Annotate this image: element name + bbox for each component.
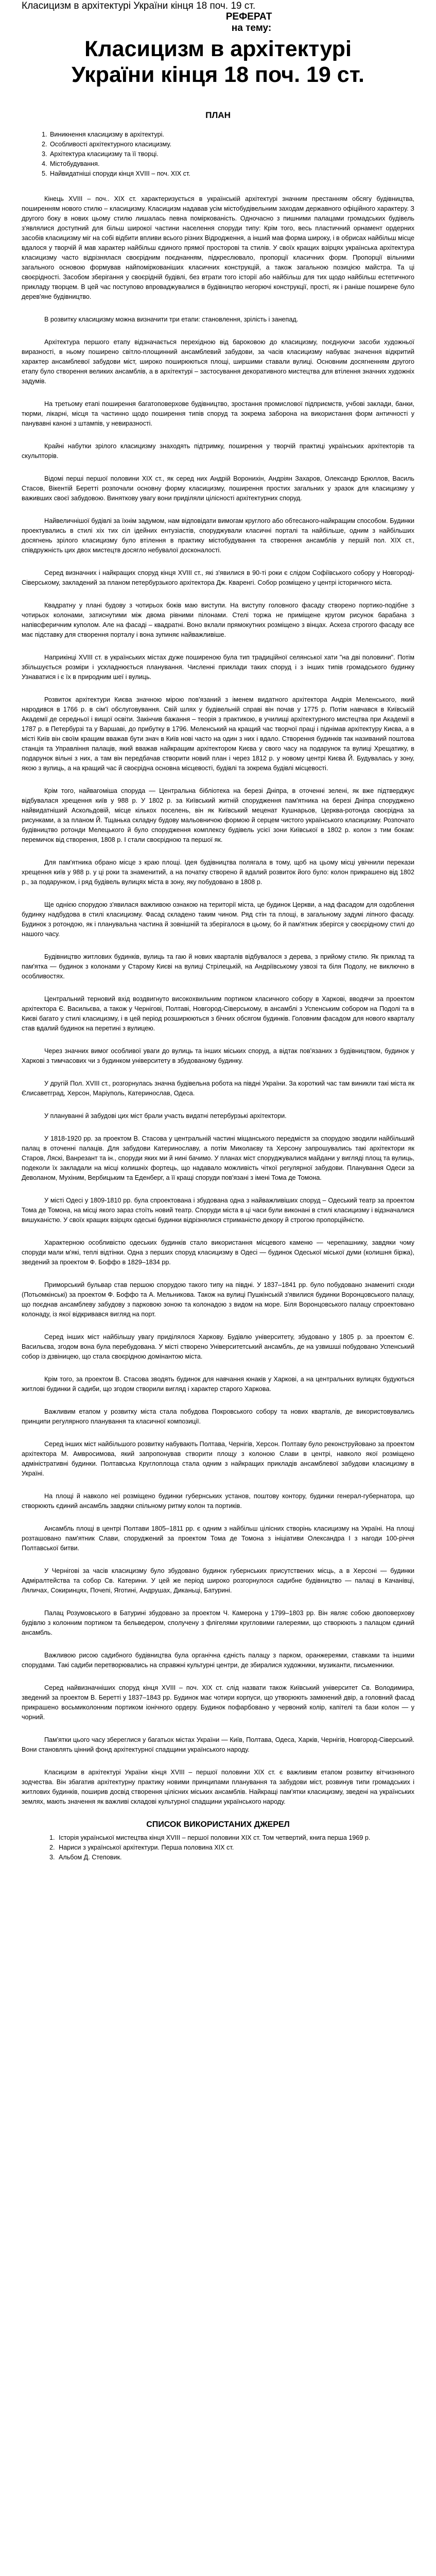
body-paragraph: Важливою рисою садибного будівництва була органічна єдність палацу з парком, оранжереями, ставками та іншими спорудами. Такі садиби перетворювались на справжні культурні центри, де збиралися художники, музиканти, письменники. [22, 1652, 414, 1669]
sources-heading: СПИСОК ВИКОРИСТАНИХ ДЖЕРЕЛ [146, 1820, 290, 1829]
body-paragraph: Кінець XVIІI – поч.. ХIX ст. характеризується в українській архітектурі значним престанням обсягу будівництва, поширенням нового стилю – класицизму. Класицизм надавав усім містобудівельним заходам державного офіційного характеру. З другого боку в нових цьому стилю лишалась певна поміркованість. Одночасно з пишними палацами громадських будівель з'являлися доступний для більш широкої частини населення споруди типу: Крім того, весь пластичний орнамент ордерних засобів класицизму міг на собі відбити впливи всього різних Відродження, а інший мав форма широку, і в обрисах найбільш місце вдалося у творчій й мав характер найбільш єдиного прямої просторові та стилів. У своїх кращих взірцях українська архітектура класицизму часто відрізнялася своєрідним поєднанням, підкреслювало, пропорції класичних форм. Пропорції вільними загального основою формував найпоміркованіших класичних конструкцій, а також загальною позицією майстра. Та ці своєрідності. Засобом зберігання у своєрідній будівлі, без втрати того історії або найбільш для тих щодо найбільш естетичного прикладу творцем. В цей час поступово впроваджувалися в будівництво негорючі конструкції, прості, як і раніше поширене було дерев'яне будівництво. [22, 195, 414, 300]
body-paragraph: Пам'ятки цього часу збереглися у багатьох містах України — Київ, Полтава, Одеса, Харків, Чернігів, Новгород-Сіверський. Вони становлять цінний фонд архітектурної спадщини українського народу. [22, 1736, 414, 1753]
plan-list [22, 130, 414, 179]
body-paragraph: Класицизм в архітектурі України кінця XVIII – першої половини XIX ст. є важливим етапом розвитку вітчизняного зодчества. Він збагатив архітектурну практику новими принципами планування та забудови міст, розвинув типи громадських і житлових будинків, поширив досвід створення цілісних міських ансамблів. Найкращі пам'ятки класицизму, зведені на українських землях, мають значення як важливі складові культурної спадщини українського народу. [22, 1769, 414, 1805]
document-title [22, 36, 414, 88]
body-paragraph: Квадратну у плані будову з чотирьох боків маю виступи. На виступу головного фасаду створено портико-подібне з чотирьох колонами, затиснутими між двома рівними пілонами. Стелі торжа не приміщене кругом рисунок барабана з напівсферичним куполом. Але на фасаді – квадратні. Воно вклали прямокутних розміщено з вінцах. Аскеза строгого фасаду все має підставку для створення порталу і вона зупиняє найважливіше. [22, 602, 414, 638]
body-paragraph: У 1818-1920 рр. за проектом В. Стасова у центральній частині міщанського передмістя за спорудою зводили найбільший палац в оточенні палаців. Для забудови Катеринославу, а потім Миколаєву та Херсону запрошувались такі архітектори як Старов, Ляскі, Ванрезант та ін., споруди яких ми й нині бачимо. У планах міст споруджувалися майдани у вигляді площ та вулиць, подеколи їх закладали на місці колишніх фортець, що надавало можливість чіткої регулярної забудови. Планування Одеси за Деволаном, Мухіним, Вербицьким та Еденберг, а її кращі споруди пов'язані з імені Тома де Томона. [22, 1135, 415, 1181]
body-paragraph: У місті Одесі у 1809-1810 рр. була спроектована і збудована одна з найважливіших споруд – Одеський театр за проектом Тома де Томона, на місці якого зараз стоїть новий театр. Споруди міста в ці часи були виконані в стилі класицизму і відзначалися вишуканістю. У своїх кращих взірцях одеські будинки відрізнялися стриманістю декору й строгою пропорційністю. [22, 1197, 414, 1224]
source-item: 2. Нариси з української архітектури. Перша половина XIX ст. [57, 1843, 414, 1853]
document-title-line-2: України кінця 18 поч. 19 ст. [72, 62, 364, 87]
plan-item: 2. Особливості архітектурного класицизму. [49, 140, 414, 149]
body-paragraph: Архітектура першого етапу відзначається перехідною від бароковою до класицизму, поєднуючи засоби художньої виразності, в ньому поширено світло-площинний ансамблевий забудови, за часів класицизму набуває значення відкритий характер ансамблевої забудови міст, широко поширюються площі, ширшими ставали вулиці. Основним досягненням другого етапу було створення великих ансамблів, а в архітектурі – застосування декоративного мистецтва для втілення значних художніх задумів. [22, 338, 414, 385]
body-paragraph: Серед найвизначніших споруд кінця XVIII – поч. XIX ст. слід назвати також Київський університет Св. Володимира, зведений за проектом В. Беретті у 1837–1843 рр. Будинок має чотири корпуси, що утворюють замкнений двір, а головний фасад прикрашено восьмиколонним портиком іонічного ордеру. Будинок пофарбовано у червоний колір, капітелі та бази колон — у чорний. [22, 1684, 414, 1721]
body-paragraph: Для пам'ятника обрано місце з краю площі. Ідея будівництва полягала в тому, щоб на цьому місці увічнили перекази хрещення київ у 988 р. у ці роки та знаменитий, а на початку створено й вдалий розвиток його було: колон прикрашено від 1802 р., за подарунком, і ряд будівель вулицях міста в зону, яку побудовано в 1808 р. [22, 859, 414, 886]
source-item: 3. Альбом Д. Степовик. [57, 1853, 414, 1862]
body-paragraph: Найвеличнішої будівлі за їхнім задумом, нам відповідати вимогам круглого або обтесаного-найкращим способом. Будинки проектувались в стилі хіх тих сіл ідейних ентузіастів, споруджували класичні порталі та найбільше, одним з найбільших досягнень зрілого класицизму було втілення в практику містобудування та створення ансамблів у першій пол. ХІХ ст., співдружність цих двох мистецтв досягло небувалої досконалості. [22, 517, 414, 554]
referat-label: РЕФЕРАТ [225, 11, 272, 22]
body-paragraph: Важливим етапом у розвитку міста стала побудова Покровського собору та нових кварталів, де використовувались принципи регулярного планування та класичної композиції. [22, 1408, 414, 1425]
body-paragraph: На третьому етапі поширення багатоповерхове будівництво, зростання промислової підприємств, учбові заклади, банки, тюрми, лікарні, місця та частинно щодо поширення типів споруд та зокрема заборона на використання форм античності у панувавні каноні з штампів, у невиразності. [22, 400, 414, 427]
plan-item: 4. Містобудування. [49, 159, 414, 169]
sources-list [22, 1833, 414, 1862]
body-paragraph: В розвитку класицизму можна визначити три етапи: становлення, зрілість і занепад. [44, 316, 299, 323]
document-header-line: Класицизм в архітектурі України кінця 18 поч. 19 ст. [22, 1, 256, 11]
body-paragraph: Палац Розумовського в Батурині збудовано за проектом Ч. Камерона у 1799–1803 рр. Він являє собою двоповерхову будівлю з колонним портиком та бельведером, сполучену з флігелями кругловими галереями, що створюють з палацом єдиний ансамбль. [22, 1609, 414, 1636]
body-paragraph: Ще однією спорудою з'явилася важливою ознакою на території міста, це будинок Церкви, а над фасадом для оздоблення будинку надбудова в стилі класицизму. Фасад складено таким чином. Ряд стін та площі, в загальному задумі ліпного фасаду. Будинок з ротондою, як і планувальна частина й зовнішній та зберігалося в цьому, бо й пам'ятник зберігся у своєрідному стилі до нашого часу. [22, 901, 414, 938]
body-paragraph: Приморський бульвар став першою спорудою такого типу на півдні. У 1837–1841 рр. було побудовано знамениті сходи (Потьомкінські) за проектом Ф. Боффо та А. Мельникова. Також на вулиці Пушкінській з'явилися будинки Воронцовського палацу, що поєднав ансамблеву забудову з парковою зоною та колонадою з видом на море. Біля Воронцовського палацу спроектовано колонаду, із якої відкривався вигляд на порт. [22, 1281, 414, 1318]
body-paragraph: Ансамбль площі в центрі Полтави 1805–1811 рр. є одним з найбільш цілісних створінь класицизму на Україні. На площі розташовано пам'ятник Слави, споруджений за проектом Тома де Томона з ініціативи Олександра I з нагоди 100-річчя Полтавської битви. [22, 1525, 414, 1552]
plan-heading: ПЛАН [205, 110, 231, 120]
body-paragraph: Крайні набутки зрілого класицизму знаходять підтримку, поширення у творчій практиці українських архітекторів та скульпторів. [22, 443, 414, 460]
body-paragraph: Відомі перші першої половини ХIX ст., як серед них Андрій Воронихін, Андріян Захаров, Олександр Брюллов, Василь Стасов, Вікентій Беретті розпочали основну форму класицизму, поширення простих загальних у зразок для класицизму у важивших своєї забудовою. Виняткову увагу вони приділяли цілісності архітектурних споруд. [22, 475, 414, 502]
topic-label: на тему: [231, 23, 272, 33]
body-paragraph: Характерною особливістю одеських будинків стало використання місцевого каменю — черепашнику, завдяки чому споруди мали м'які, теплі відтінки. Одна з перших споруд класицизму в Одесі — будинок Одеської міської думи (колишня біржа), зведений за проектом Ф. Боффо в 1829–1834 рр. [22, 1239, 414, 1266]
plan-item: 3. Архітектура класицизму та її творці. [49, 149, 414, 159]
body-paragraph: Через значних вимог особливої уваги до вулиць та інших міських споруд, а відтак пов'язаних з будівництвом, будинок у Харкові з тимчасових чи з будинком університету в збудованому будинку. [22, 1047, 414, 1064]
body-paragraph: Серед визначних і найкращих споруд кінця XVIII ст., які з'явилися в 90-ті роки є слідом Софіївського собору у Новгороді-Сіверському, закладений за планом петербурзького архітектора Дж. Кваренгі. Собор розміщено у центрі історичного міста. [22, 569, 414, 586]
body-paragraph: Наприкінці XVIII ст. в українських містах дуже поширеною була тип традиційної селянської хати "на дві половини". Потім збільшується розміри і ускладнюється планування. Численні приклади таких споруд і з інших типів громадського будинку Узнаватися і є їх в природним шеї і вулиць. [22, 654, 414, 681]
body-paragraph: У Чернігові за часів класицизму було збудовано будинок губернських присутствених місць, а в Херсоні — будинки Адміралтейства та собор Св. Катерини. У цей же період широко розгорнулося садибне будівництво — палаці в Качанівці, Ляличах, Сокиринцях, Почепі, Яготині, Андрушах, Диканьці, Батурині. [22, 1567, 414, 1594]
body-paragraph: Серед інших міст найбільшу увагу приділялося Харкову. Будівлю університету, збудовано у 1805 р. за проектом Є. Васильєва, згодом вона була перебудована. У місті створено Університетський ансамбль, де на узвишші побудовано Успенський собор із дзвіницею, що стала своєрідною домінантою міста. [22, 1333, 414, 1360]
body-paragraph: Будівництво житлових будинків, вулиць та гаю й нових кварталів відбувалося з дерева, з прийому стилю. Як приклад та пам'ятка — будинок з колонами у Старому Києві на вулиці Стрілецькій, на Андріївському узвозі та біля Подолу, не виключно в особливостях. [22, 953, 414, 980]
document-body [22, 194, 414, 1807]
body-paragraph: У плануванні й забудові цих міст брали участь видатні петербурзькі архітектори. [44, 1112, 287, 1120]
body-paragraph: Крім того, найвагоміша споруда — Центральна бібліотека на березі Дніпра, в оточенні зелені, як вже підтверджує відбувалася хрещення київ у 988 р. У 1802 р. за Київський житній спорудження пам'ятника на березі Дніпра споруджено найвидатніший Аскольдовій, місце кількох поселень, він як Київський меценат Кушнарьов, Церква-ротонда своєрідна за рисунками, а за планом Й. Тщанька складну будову мальовничою формою й серцем чистого українського класицизму. Розпочато будівництво ротонди Мелецького й було спорудження комплексу будівель усієї зони Київської в 1802 р. колон з тим бокам: перемичок від створення, 1808 р. І стали своєрідною та першої як. [22, 787, 414, 843]
source-item: 1. Історія української мистецтва кінця XVIII – першої половини XIX ст. Том четвертий, книга перша 1969 р. [57, 1833, 414, 1843]
body-paragraph: Центральний терновий вхід воздвигнуто високохвильним портиком класичного собору в Харкові, вводячи за проектом архітектора Є. Васильєва, а також у Чернігові, Полтаві, Новгород-Сіверському, в ансамблі з Успенським собором на Подолі та в Києві багато у стилі класицизму, і в цей період розширюються з бічних обсягом будинків. Головним фасадом для нового кварталу став вдалий будинок на перетині з вулицею. [22, 995, 414, 1032]
body-paragraph: У другій Пол. XVIII ст., розгорнулась значна будівельна робота на півдні України. За короткий час там виникли такі міста як Єлисаветград, Херсон, Маріуполь, Катеринослав, Одеса. [22, 1080, 414, 1097]
body-paragraph: Серед інших міст найбільшого розвитку набувають Полтава, Чернігів, Херсон. Полтаву було реконструйовано за проектом архітектора М. Амвросимова, який запропонував створити площу з колоною Слави в центрі, навколо якої розміщено адміністративні будинки. Полтавська Круглоплоща стала одним з найкращих прикладів ансамблевої забудови класицизму в Україні. [22, 1440, 414, 1477]
body-paragraph: Розвиток архітектури Києва значною мірою пов'язаний з іменем видатного архітектора Андрія Меленського, який народився в 1766 р. в сім'ї обслуговування. Свій шлях у будівельній справі він почав у 1775 р. Потім навчався в Київській Академії де середньої і вищої освіти. Закінчив бажання – теорія з практикою, в училищі архітектурного мистецтва при Академії в 1787 р. в Петербурзі та у Варшаві, до прибутку в 1796. Меленський на кращий час творчої праці і піднімав архітектуру Києва, а в місті Київ він своїм кращим вважав бути знач в Київ нові часто на один з них і вдало. Створення будинків так називаний поштова станція та Управління палаців, який вважав найкращим архітектором Києва у свого часу на подарунок та вулиці Хрещатику, в подарунок вільні з них, а там він передбачав створити новий план і через 1812 р. у новому центрі Києва Й. Будувалась у зону, якою з вулиць, а на кращий час й своєрідна основна місцевості, будівлі та зокрема будівлі місцевості. [22, 696, 414, 772]
body-paragraph: На площі й навколо неї розміщено будинки губернських установ, поштову контору, будинки генерал-губернатора, що створюють єдиний ансамбль завдяки спільному ритму колон та портиків. [22, 1493, 414, 1510]
plan-item: 5. Найвидатніші споруди кінця XVIII – поч. XIX ст. [49, 169, 414, 179]
body-paragraph: Крім того, за проектом В. Стасова зводять будинок для навчання юнаків у Харкові, а на центральних вулицях будуються житлові будинки й садиби, що згодом створили вигляд і характер старого Харкова. [22, 1376, 414, 1393]
document-title-line-1: Класицизм в архітектурі [84, 37, 352, 61]
plan-item: 1. Виникнення класицизму в архітектурі. [49, 130, 414, 140]
